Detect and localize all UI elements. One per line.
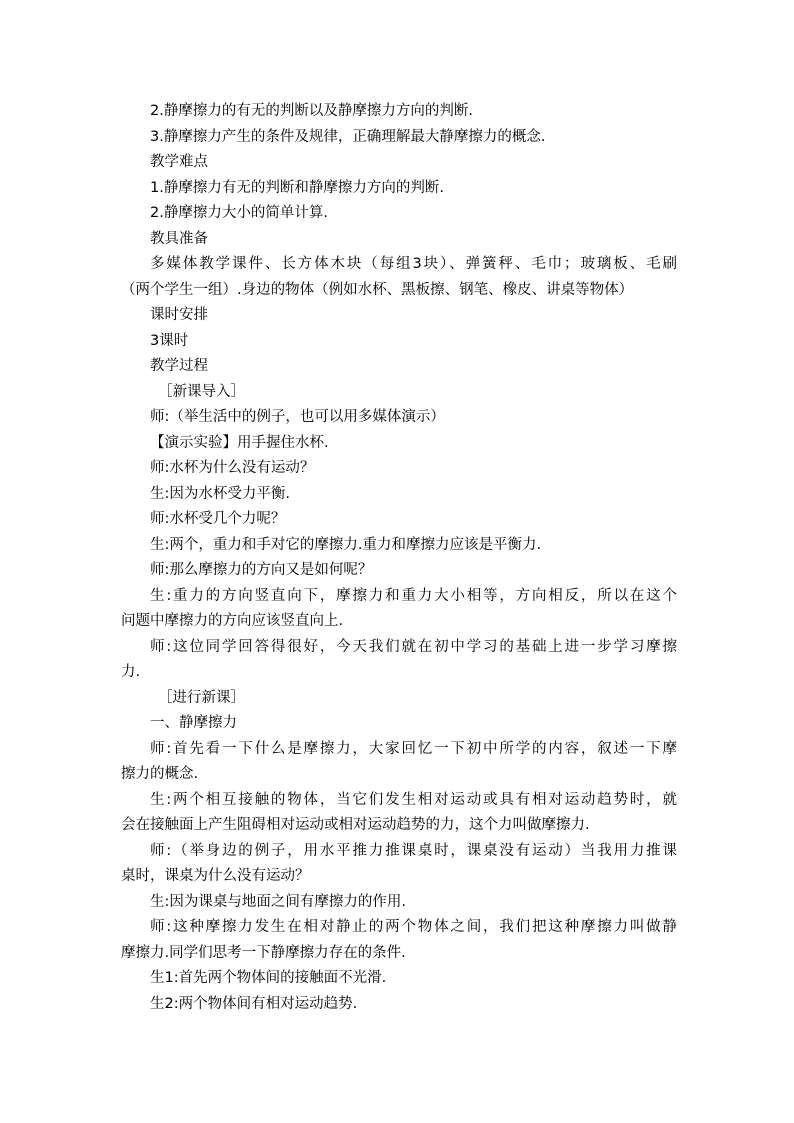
text-line: 生:重力的方向竖直向下，摩擦力和重力大小相等，方向相反，所以在这个: [150, 587, 677, 604]
text-line: 生1:首先两个物体间的接触面不光滑.: [150, 970, 387, 986]
text-line: 师:（举生活中的例子，也可以用多媒体演示）: [150, 409, 445, 425]
section-heading: 教学过程: [150, 358, 208, 374]
text-line: 3.静摩擦力产生的条件及规律，正确理解最大静摩擦力的概念.: [150, 128, 546, 145]
text-line: 问题中摩擦力的方向应该竖直向上.: [121, 613, 344, 629]
text-line: 摩擦力.同学们思考一下静摩擦力存在的条件.: [121, 944, 406, 961]
text-line: 2.静摩擦力的有无的判断以及静摩擦力方向的判断.: [150, 103, 473, 119]
text-line: 桌时，课桌为什么没有运动？: [121, 868, 310, 884]
subsection-heading: ［新课导入］: [158, 383, 245, 400]
text-line: 生:因为课桌与地面之间有摩擦力的作用.: [150, 893, 406, 910]
text-line: （两个学生一组）.身边的物体（例如水杯、黑板擦、钢笔、橡皮、讲桌等物体）: [121, 281, 634, 298]
text-line: 擦力的概念.: [121, 766, 199, 782]
text-line: 生2:两个物体间有相对运动趋势.: [150, 995, 358, 1012]
text-line: 生:两个，重力和手对它的摩擦力.重力和摩擦力应该是平衡力.: [150, 536, 542, 553]
text-line: 师:那么摩擦力的方向又是如何呢？: [150, 562, 373, 578]
text-line: 师:（举身边的例子，用水平推力推课桌时，课桌没有运动）当我用力推课: [150, 842, 677, 859]
text-line: 师:这位同学回答得很好，今天我们就在初中学习的基础上进一步学习摩擦: [150, 638, 677, 655]
text-line: 会在接触面上产生阻碍相对运动或相对运动趋势的力，这个力叫做摩擦力.: [121, 817, 590, 833]
section-heading: 课时安排: [150, 307, 208, 323]
text-line: 生:两个相互接触的物体，当它们发生相对运动或具有相对运动趋势时，就: [150, 791, 677, 808]
text-line: 3课时: [150, 332, 189, 349]
text-line: 2.静摩擦力大小的简单计算.: [150, 205, 328, 221]
subsection-heading: ［进行新课］: [158, 689, 245, 706]
text-line: 师:水杯为什么没有运动？: [150, 460, 315, 476]
text-line: 生:因为水杯受力平衡.: [150, 485, 290, 502]
text-line: 师:这种摩擦力发生在相对静止的两个物体之间，我们把这种摩擦力叫做静: [150, 919, 677, 935]
text-line: 力.: [121, 664, 141, 680]
document-page: [121, 99, 677, 1017]
text-line: 师:水杯受几个力呢？: [150, 511, 286, 527]
text-line: 【演示实验】用手握住水杯.: [150, 434, 329, 451]
section-heading: 教具准备: [150, 230, 208, 247]
text-line: 1.静摩擦力有无的判断和静摩擦力方向的判断.: [150, 179, 444, 196]
section-heading: 教学难点: [150, 154, 208, 170]
text-line: 师:首先看一下什么是摩擦力，大家回忆一下初中所学的内容，叙述一下摩: [150, 740, 677, 757]
text-line: 多媒体教学课件、长方体木块（每组3块）、弹簧秤、毛巾；玻璃板、毛刷: [150, 256, 677, 272]
section-heading: 一、静摩擦力: [150, 715, 237, 731]
